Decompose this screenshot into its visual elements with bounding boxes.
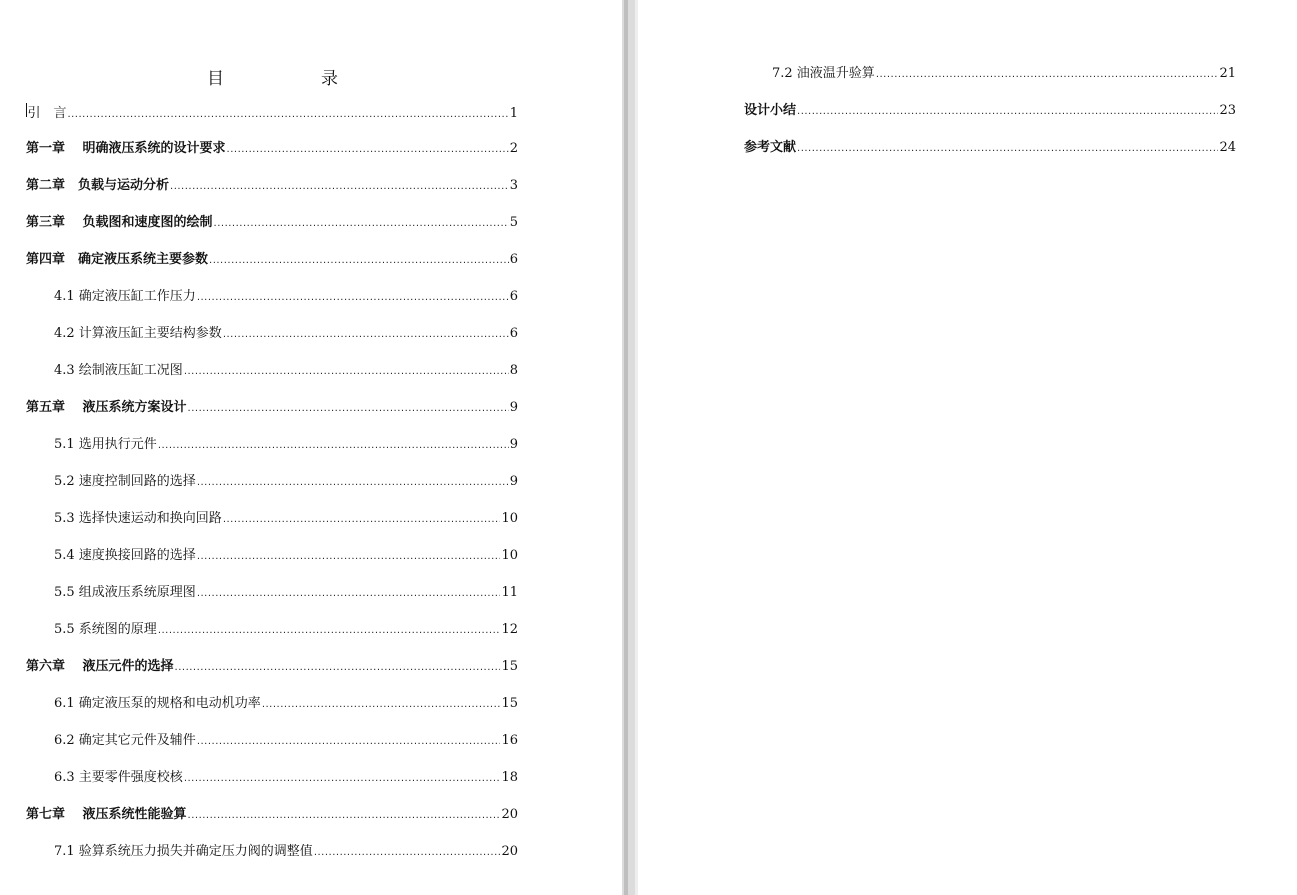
dot-leader bbox=[262, 696, 501, 714]
toc-entry[interactable] bbox=[54, 325, 518, 344]
toc-entry[interactable] bbox=[54, 584, 518, 603]
toc-title: 目 录 bbox=[207, 69, 378, 89]
toc-entry-label: 5.3 选择快速运动和换向回路 bbox=[54, 511, 222, 526]
toc-entry-label: 7.1 验算系统压力损失并确定压力阀的调整值 bbox=[54, 844, 313, 859]
dot-leader bbox=[175, 659, 501, 677]
toc-entry-page: 8 bbox=[509, 363, 518, 378]
toc-entry-label: 7.2 油液温升验算 bbox=[772, 66, 875, 81]
toc-entry-label: 5.1 选用执行元件 bbox=[54, 437, 157, 452]
toc-entry-label: 5.5 系统图的原理 bbox=[54, 622, 157, 637]
toc-entry-page: 5 bbox=[509, 215, 518, 230]
toc-entry-page: 6 bbox=[509, 326, 518, 341]
toc-entry[interactable] bbox=[744, 139, 1236, 158]
toc-entry-page: 10 bbox=[501, 511, 518, 526]
toc-entry-page: 15 bbox=[501, 696, 518, 711]
toc-entry-page: 18 bbox=[501, 770, 518, 785]
toc-entry-page: 16 bbox=[501, 733, 518, 748]
dot-leader bbox=[67, 106, 508, 124]
toc-entry-page: 15 bbox=[501, 659, 518, 674]
dot-leader bbox=[170, 178, 509, 196]
dot-leader bbox=[223, 326, 509, 344]
toc-entry[interactable] bbox=[54, 436, 518, 455]
toc-entry[interactable] bbox=[26, 658, 518, 677]
toc-entry[interactable] bbox=[54, 510, 518, 529]
toc-entry-label: 参考文献 bbox=[744, 140, 797, 155]
toc-entry[interactable] bbox=[54, 473, 518, 492]
dot-leader bbox=[158, 622, 501, 640]
toc-page-left bbox=[0, 0, 622, 895]
toc-entry-page: 3 bbox=[509, 178, 518, 193]
toc-entry[interactable] bbox=[54, 732, 518, 751]
toc-entry[interactable] bbox=[54, 695, 518, 714]
dot-leader bbox=[227, 141, 509, 159]
toc-entry[interactable] bbox=[26, 806, 518, 825]
toc-entry-label: 第七章 液压系统性能验算 bbox=[26, 807, 187, 822]
toc-entry-page: 6 bbox=[509, 289, 518, 304]
toc-entry-label: 5.4 速度换接回路的选择 bbox=[54, 548, 196, 563]
dot-leader bbox=[797, 140, 1218, 158]
toc-entry[interactable] bbox=[26, 399, 518, 418]
toc-entry-label: 第三章 负载图和速度图的绘制 bbox=[26, 215, 213, 230]
toc-entry-label: 4.2 计算液压缸主要结构参数 bbox=[54, 326, 222, 341]
toc-entry-page: 10 bbox=[501, 548, 518, 563]
toc-entry[interactable] bbox=[54, 843, 518, 862]
dot-leader bbox=[876, 66, 1219, 84]
toc-entry-page: 12 bbox=[501, 622, 518, 637]
toc-entry-page: 9 bbox=[509, 474, 518, 489]
toc-entry-label: 6.3 主要零件强度校核 bbox=[54, 770, 183, 785]
toc-entry-label: 6.1 确定液压泵的规格和电动机功率 bbox=[54, 696, 261, 711]
toc-entry-page: 11 bbox=[501, 585, 518, 600]
toc-entry-page: 9 bbox=[509, 437, 518, 452]
toc-entry-label: 5.5 组成液压系统原理图 bbox=[54, 585, 196, 600]
toc-entry[interactable] bbox=[744, 102, 1236, 121]
toc-entry-label: 4.3 绘制液压缸工况图 bbox=[54, 363, 183, 378]
toc-entry[interactable] bbox=[54, 547, 518, 566]
toc-entry[interactable] bbox=[26, 103, 518, 124]
dot-leader bbox=[197, 289, 509, 307]
toc-entry-label: 4.1 确定液压缸工作压力 bbox=[54, 289, 196, 304]
dot-leader bbox=[184, 363, 509, 381]
dot-leader bbox=[214, 215, 509, 233]
dot-leader bbox=[197, 585, 501, 603]
toc-entry-label: 第六章 液压元件的选择 bbox=[26, 659, 174, 674]
dot-leader bbox=[797, 103, 1218, 121]
dot-leader bbox=[158, 437, 509, 455]
toc-entry[interactable] bbox=[26, 214, 518, 233]
toc-entry-label: 6.2 确定其它元件及辅件 bbox=[54, 733, 196, 748]
toc-entry-page: 1 bbox=[509, 106, 518, 121]
toc-entry-page: 24 bbox=[1219, 140, 1236, 155]
toc-entry-page: 20 bbox=[501, 807, 518, 822]
toc-entry-label: 第一章 明确液压系统的设计要求 bbox=[26, 141, 226, 156]
dot-leader bbox=[184, 770, 501, 788]
toc-entry[interactable] bbox=[26, 140, 518, 159]
dot-leader bbox=[188, 807, 501, 825]
toc-entry[interactable] bbox=[54, 362, 518, 381]
toc-entry-page: 6 bbox=[509, 252, 518, 267]
toc-entry-page: 9 bbox=[509, 400, 518, 415]
dot-leader bbox=[314, 844, 501, 862]
toc-entry-label: 第二章 负载与运动分析 bbox=[26, 178, 170, 193]
toc-entry[interactable] bbox=[772, 65, 1236, 84]
toc-entry[interactable] bbox=[26, 251, 518, 270]
dot-leader bbox=[197, 733, 501, 751]
toc-entry[interactable] bbox=[54, 769, 518, 788]
toc-entry-label: 设计小结 bbox=[744, 103, 797, 118]
dot-leader bbox=[197, 548, 501, 566]
toc-entry-label: 5.2 速度控制回路的选择 bbox=[54, 474, 196, 489]
toc-page-right bbox=[638, 0, 1297, 895]
dot-leader bbox=[188, 400, 509, 418]
toc-entry-label: 第四章 确定液压系统主要参数 bbox=[26, 252, 209, 267]
toc-entry[interactable] bbox=[54, 621, 518, 640]
toc-entry[interactable] bbox=[26, 177, 518, 196]
toc-entry-page: 20 bbox=[501, 844, 518, 859]
dot-leader bbox=[197, 474, 509, 492]
toc-entry-page: 23 bbox=[1219, 103, 1236, 118]
toc-entry-page: 2 bbox=[509, 141, 518, 156]
page-separator bbox=[622, 0, 638, 895]
dot-leader bbox=[223, 511, 501, 529]
toc-entry-label: 引 言 bbox=[27, 106, 67, 121]
toc-entry-label: 第五章 液压系统方案设计 bbox=[26, 400, 187, 415]
dot-leader bbox=[209, 252, 509, 270]
toc-entry-page: 21 bbox=[1219, 66, 1236, 81]
toc-entry[interactable] bbox=[54, 288, 518, 307]
